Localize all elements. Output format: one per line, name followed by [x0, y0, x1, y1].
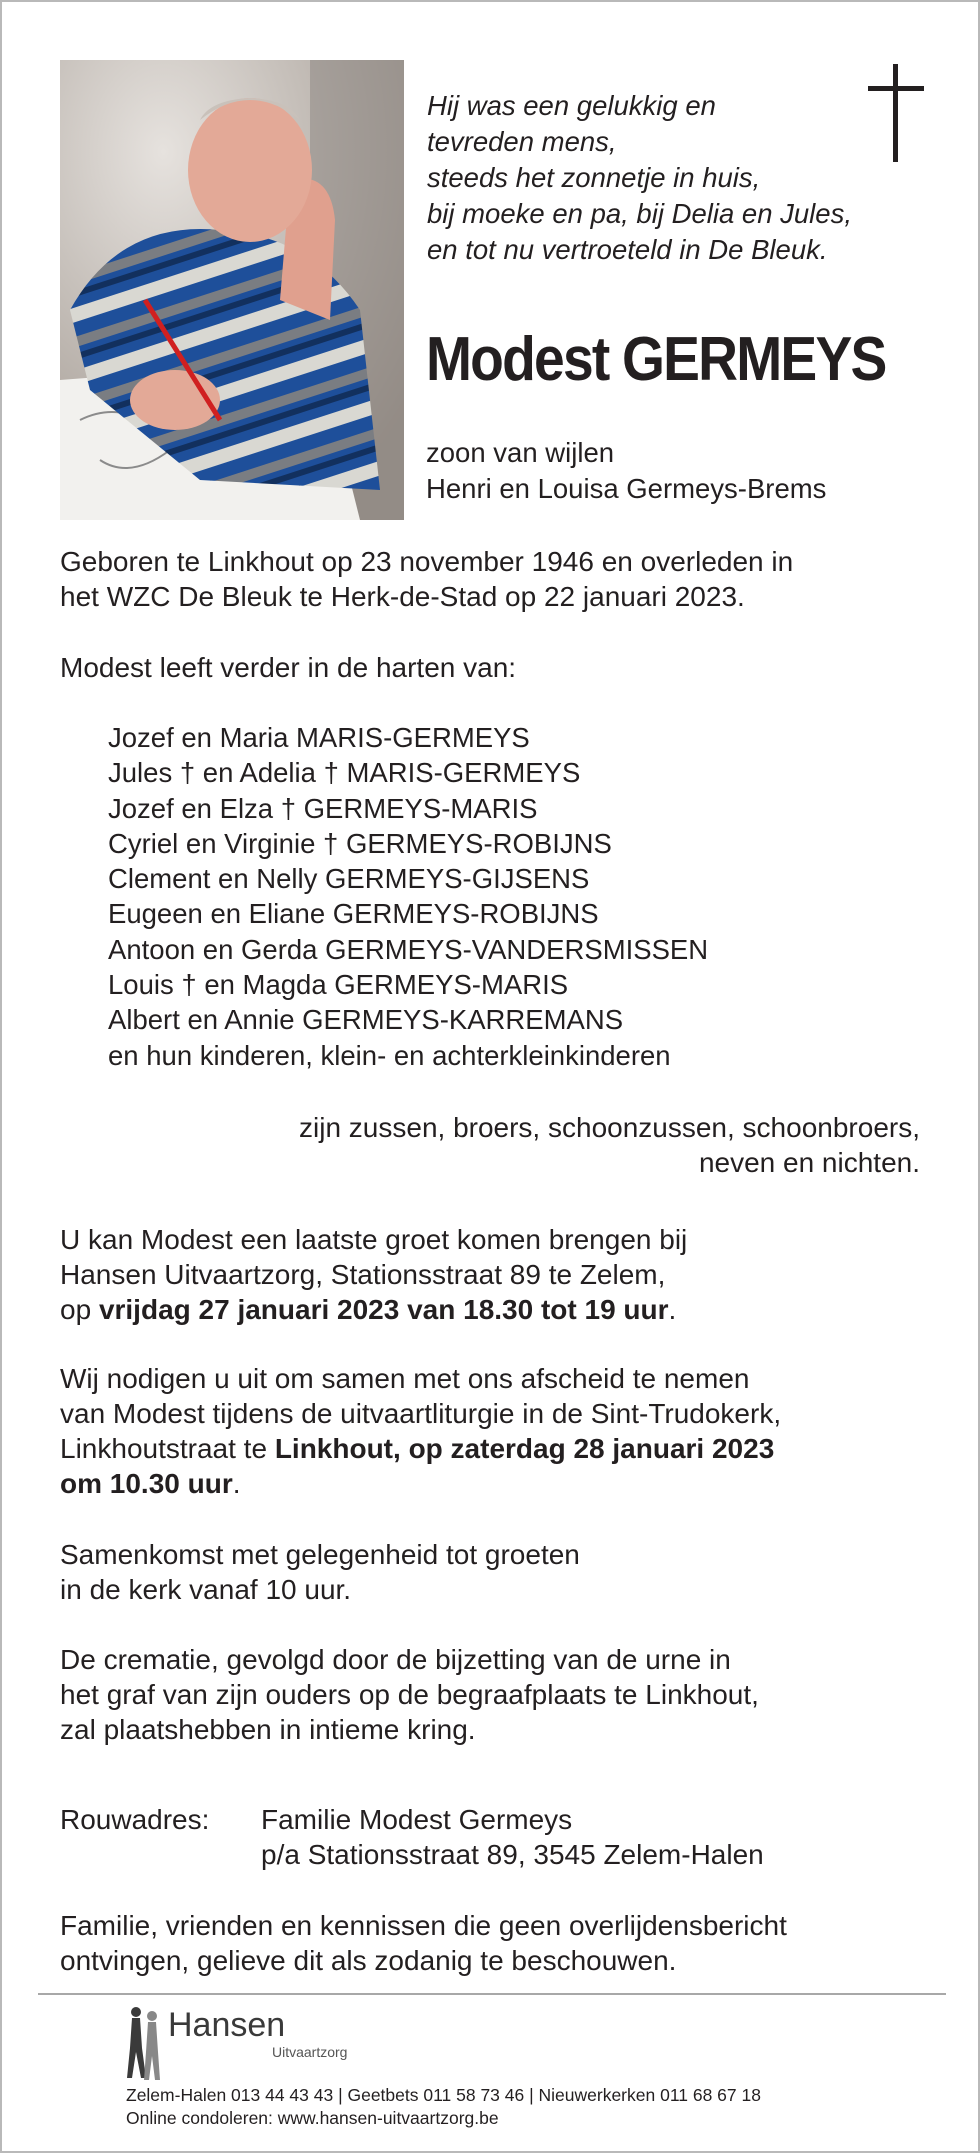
- family-member: Albert en Annie GERMEYS-KARREMANS: [108, 1004, 624, 1036]
- text-line: Familie, vrienden en kennissen die geen overlijdensbericht: [60, 1910, 787, 1941]
- text-line: Samenkomst met gelegenheid tot groeten: [60, 1539, 580, 1570]
- mourning-address: [261, 1802, 764, 1872]
- text-line: zal plaatshebben in intieme kring.: [60, 1714, 476, 1745]
- text-line: Hansen Uitvaartzorg, Stationsstraat 89 te Zelem,: [60, 1259, 666, 1290]
- text-line: neven en nichten.: [698, 1147, 920, 1178]
- address-line: p/a Stationsstraat 89, 3545 Zelem-Halen: [261, 1839, 764, 1870]
- funeral-home-logo: [124, 2004, 384, 2084]
- family-member: Jules † en Adelia † MARIS-GERMEYS: [108, 757, 581, 789]
- cremation-paragraph: [60, 1642, 759, 1747]
- parents-info: [426, 435, 826, 507]
- poem-line: bij moeke en pa, bij Delia en Jules,: [427, 198, 852, 229]
- text-line: het graf van zijn ouders op de begraafplaats te Linkhout,: [60, 1679, 759, 1710]
- text-segment: .: [668, 1294, 677, 1325]
- visitation-paragraph: [60, 1222, 687, 1327]
- text-line: [60, 1466, 781, 1501]
- relations: [299, 1110, 920, 1180]
- phone-numbers: Zelem-Halen 013 44 43 43 | Geetbets 011 58 73 46 | Nieuwerkerken 011 68 67 18: [126, 2085, 761, 2105]
- funeral-home-name: Hansen: [168, 2006, 286, 2044]
- funeral-time: om 10.30 uur: [60, 1468, 233, 1499]
- portrait-illustration: [60, 60, 404, 520]
- gathering-paragraph: [60, 1537, 580, 1607]
- family-member: Eugeen en Eliane GERMEYS-ROBIJNS: [108, 898, 599, 930]
- text-line: [60, 1431, 781, 1466]
- funeral-home-contact: [126, 2084, 761, 2130]
- figures-logo-icon: [124, 2004, 168, 2084]
- address-label: Rouwadres:: [60, 1804, 210, 1835]
- visitation-datetime: vrijdag 27 januari 2023 van 18.30 tot 19 uur: [98, 1294, 669, 1325]
- text-line: in de kerk vanaf 10 uur.: [60, 1574, 352, 1605]
- poem-line: en tot nu vertroeteld in De Bleuk.: [427, 234, 828, 265]
- text-segment: Linkhoutstraat te: [60, 1433, 275, 1464]
- funeral-home-subtitle: Uitvaartzorg: [272, 2044, 348, 2060]
- poem-line: tevreden mens,: [427, 126, 617, 157]
- family-member: Jozef en Elza † GERMEYS-MARIS: [108, 792, 538, 824]
- text-line: zijn zussen, broers, schoonzussen, schoonbroers,: [299, 1112, 920, 1143]
- survivors-intro: Modest leeft verder in de harten van:: [60, 652, 517, 683]
- divider: [38, 1993, 946, 1995]
- poem-line: Hij was een gelukkig en: [427, 90, 716, 121]
- family-member: Cyriel en Virginie † GERMEYS-ROBIJNS: [108, 827, 612, 859]
- parents-line: Henri en Louisa Germeys-Brems: [426, 473, 827, 504]
- text-line: De crematie, gevolgd door de bijzetting van de urne in: [60, 1644, 731, 1675]
- online-condolences-link[interactable]: Online condoleren: www.hansen-uitvaartzorg.be: [126, 2108, 499, 2128]
- text-line: U kan Modest een laatste groet komen brengen bij: [60, 1224, 688, 1255]
- funeral-place-date: Linkhout, op zaterdag 28 januari 2023: [274, 1433, 775, 1464]
- notice-paragraph: [60, 1908, 787, 1978]
- address-line: Familie Modest Germeys: [261, 1804, 573, 1835]
- family-member: Louis † en Magda GERMEYS-MARIS: [108, 969, 569, 1001]
- parents-line: zoon van wijlen: [426, 437, 615, 468]
- text-line: van Modest tijdens de uitvaartliturgie in de Sint-Trudokerk,: [60, 1398, 782, 1429]
- text-line: het WZC De Bleuk te Herk-de-Stad op 22 januari 2023.: [60, 581, 745, 612]
- family-member: Jozef en Maria MARIS-GERMEYS: [108, 722, 530, 753]
- text-segment: .: [232, 1468, 241, 1499]
- text-line: [60, 1292, 687, 1327]
- text-line: Wij nodigen u uit om samen met ons afscheid te nemen: [60, 1363, 750, 1394]
- text-line: Geboren te Linkhout op 23 november 1946 en overleden in: [60, 546, 794, 577]
- family-member: Clement en Nelly GERMEYS-GIJSENS: [108, 863, 590, 895]
- poem: [427, 88, 897, 268]
- funeral-paragraph: [60, 1361, 781, 1501]
- family-list: [108, 720, 708, 1073]
- portrait-photo: [60, 60, 404, 520]
- deceased-name: Modest GERMEYS: [426, 325, 886, 394]
- text-segment: op: [60, 1294, 99, 1325]
- birth-death-paragraph: [60, 544, 793, 614]
- family-member: Antoon en Gerda GERMEYS-VANDERSMISSEN: [108, 933, 709, 965]
- family-member: en hun kinderen, klein- en achterkleinkinderen: [108, 1039, 671, 1071]
- cross-icon: [868, 64, 924, 164]
- poem-line: steeds het zonnetje in huis,: [427, 162, 761, 193]
- text-line: ontvingen, gelieve dit als zodanig te beschouwen.: [60, 1945, 677, 1976]
